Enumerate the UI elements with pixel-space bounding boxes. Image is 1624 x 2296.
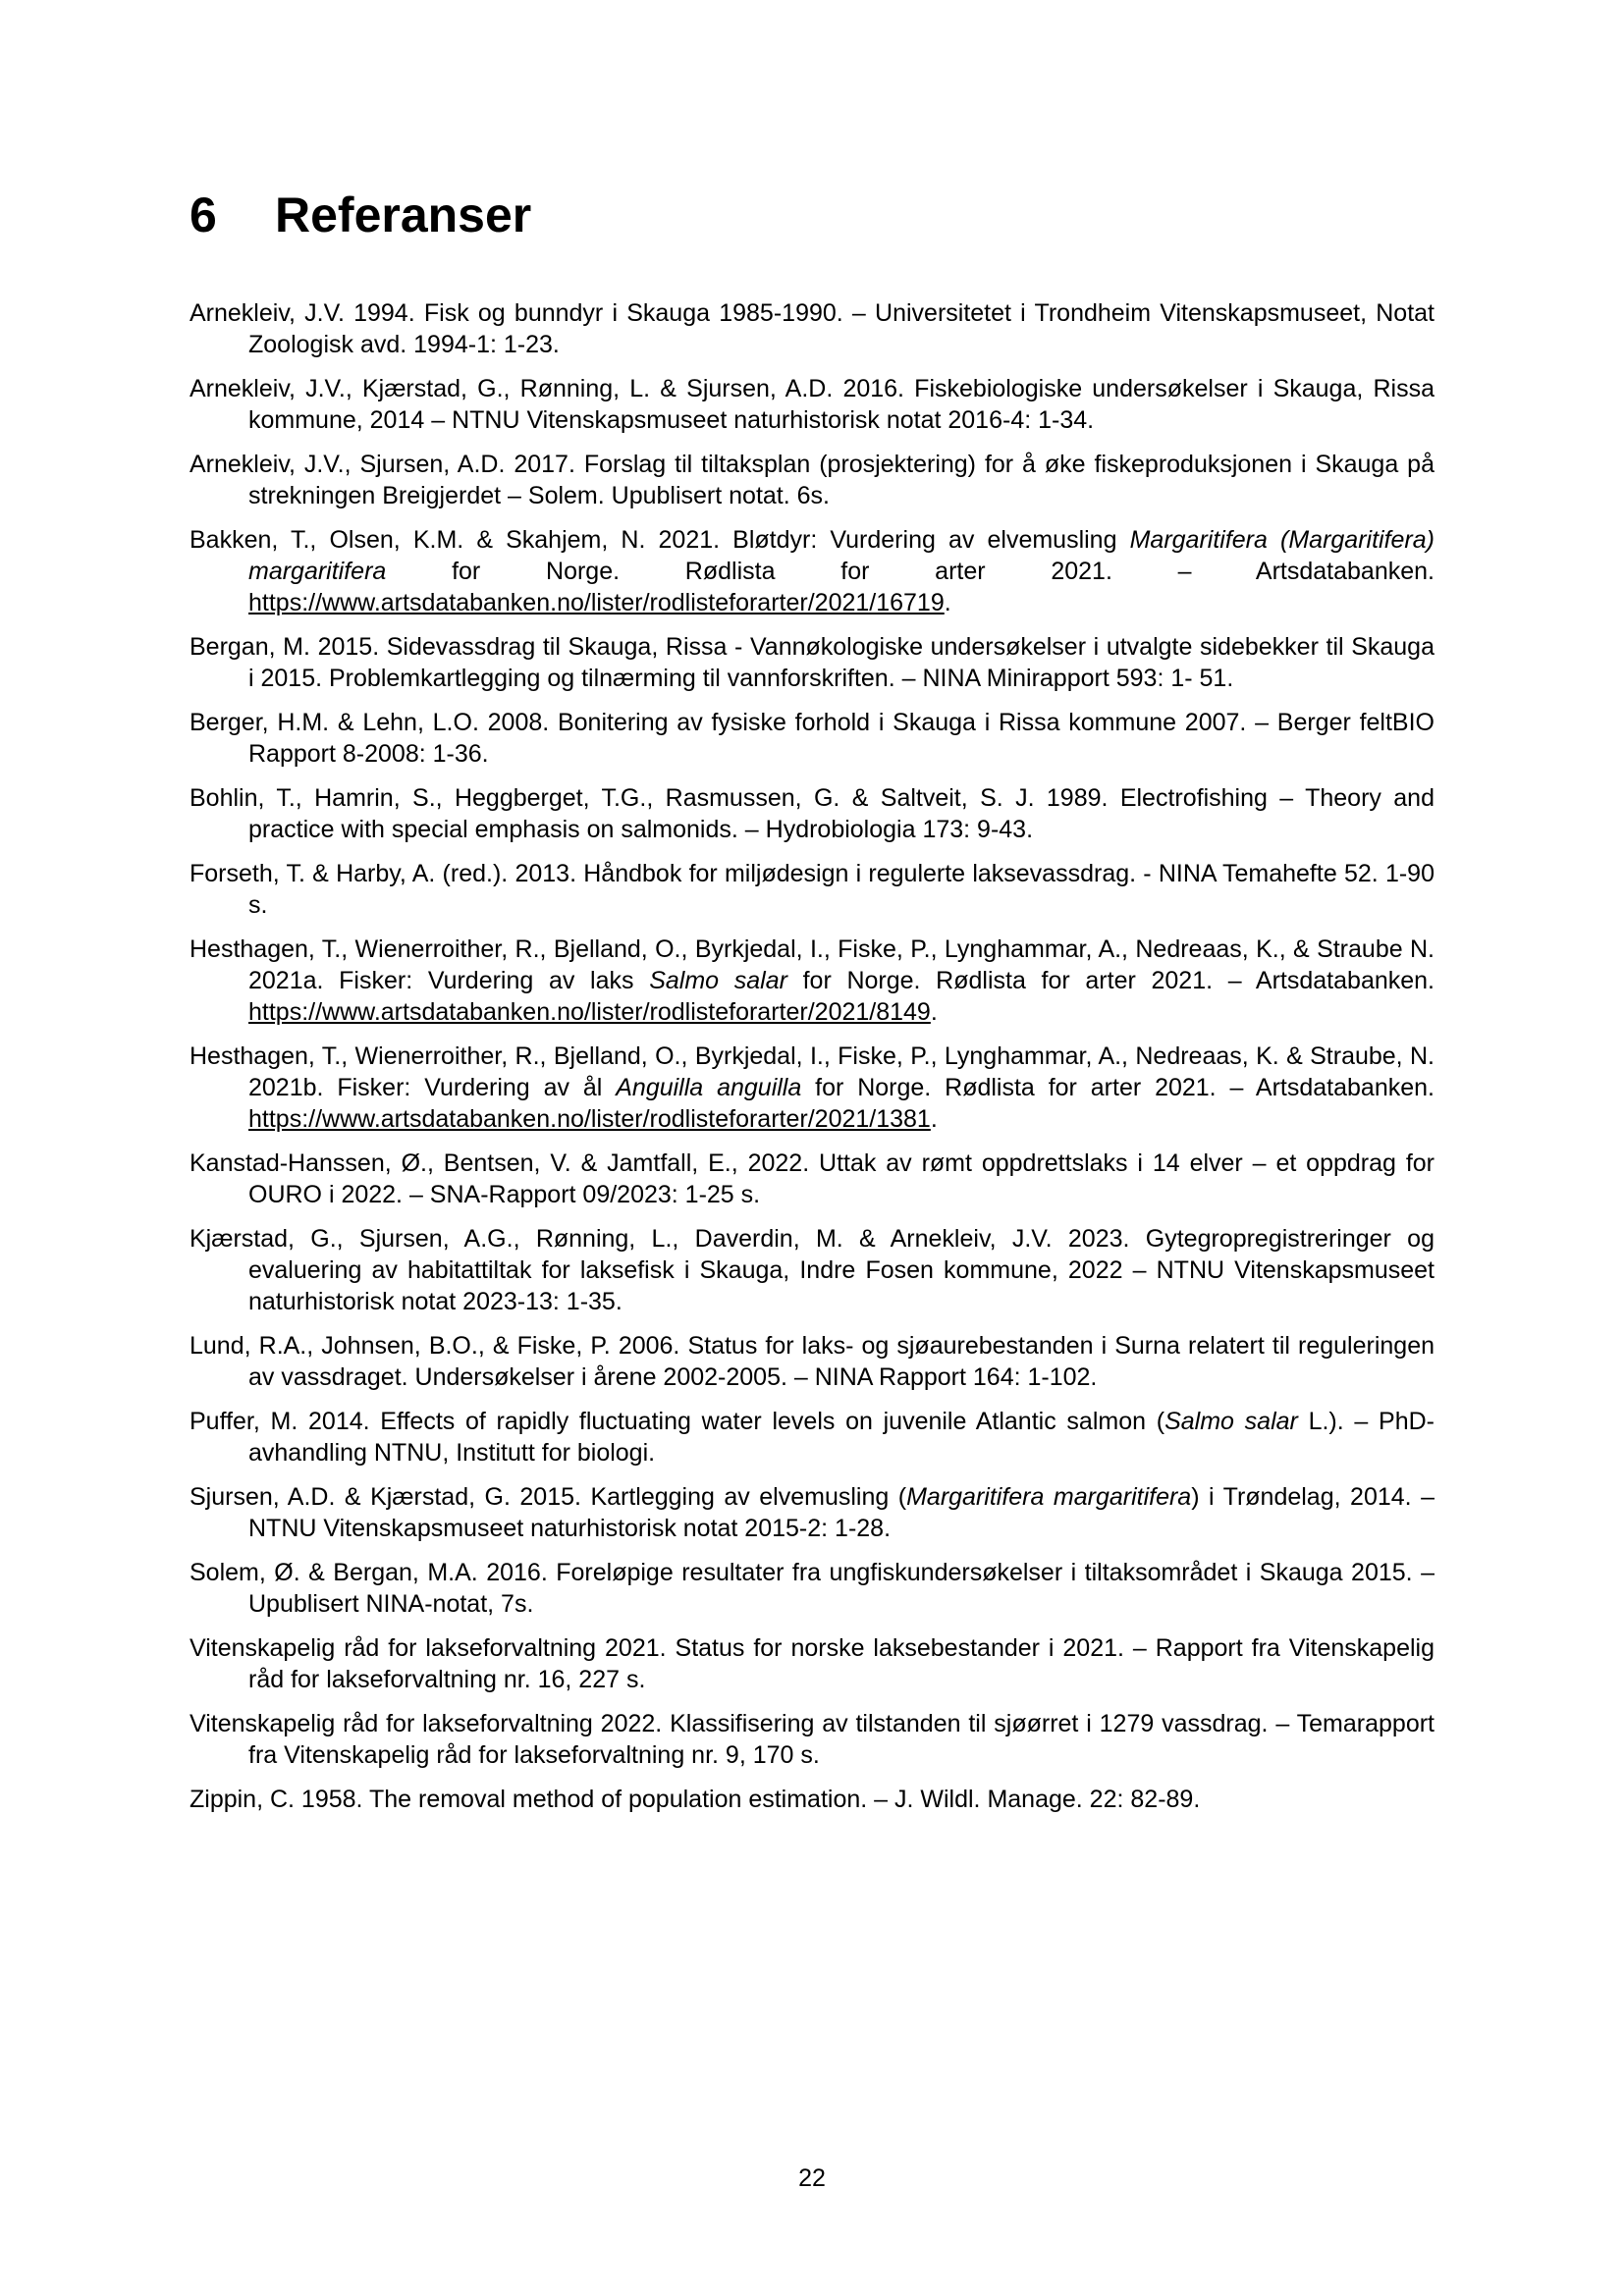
reference-text: for Norge. Rødlista for arter 2021. – Artsdatabanken.	[786, 967, 1435, 994]
reference-text: Berger, H.M. & Lehn, L.O. 2008. Bonitering av fysiske forhold i Skauga i Rissa kommune 2007. – Berger feltBIO Rapport 8-2008: 1-36.	[189, 709, 1435, 768]
reference-text: Vitenskapelig råd for lakseforvaltning 2021. Status for norske laksebestander i 2021. – Rapport fra Vitenskapelig råd for lakseforvaltning nr. 16, 227 s.	[189, 1634, 1435, 1693]
reference-text: Hesthagen, T., Wienerroither, R., Bjelland, O., Byrkjedal, I., Fiske, P., Lynghammar, A., Nedreaas, K. & Straube, N. 2021b. Fisker: Vurdering av ål	[189, 1042, 1435, 1101]
species-name-italic: Anguilla anguilla	[616, 1074, 802, 1101]
reference-entry	[189, 1784, 1435, 1815]
reference-entry	[189, 1708, 1435, 1771]
reference-text: Forseth, T. & Harby, A. (red.). 2013. Håndbok for miljødesign i regulerte laksevassdrag. - NINA Temahefte 52. 1-90 s.	[189, 860, 1435, 919]
reference-text: Vitenskapelig råd for lakseforvaltning 2022. Klassifisering av tilstanden til sjøørret i 1279 vassdrag. – Temarapport fra Vitenskapelig råd for lakseforvaltning nr. 9, 170 s.	[189, 1710, 1435, 1769]
references-list	[189, 297, 1435, 1815]
reference-text: Puffer, M. 2014. Effects of rapidly fluctuating water levels on juvenile Atlantic salmon (	[189, 1408, 1165, 1435]
species-name-italic: Salmo salar	[1164, 1408, 1298, 1435]
reference-entry	[189, 1148, 1435, 1210]
reference-entry	[189, 1632, 1435, 1695]
reference-url-link[interactable]: https://www.artsdatabanken.no/lister/rodlisteforarter/2021/1381	[248, 1105, 931, 1133]
reference-entry	[189, 373, 1435, 436]
page-content	[189, 189, 1435, 1828]
reference-entry	[189, 1223, 1435, 1317]
reference-entry	[189, 1557, 1435, 1620]
reference-text: Solem, Ø. & Bergan, M.A. 2016. Foreløpige resultater fra ungfiskundersøkelser i tiltaksområdet i Skauga 2015. – Upublisert NINA-notat, 7s.	[189, 1559, 1435, 1618]
reference-text: Bakken, T., Olsen, K.M. & Skahjem, N. 2021. Bløtdyr: Vurdering av elvemusling	[189, 526, 1130, 554]
species-name-italic: Margaritifera (Margaritifera) margaritifera	[248, 526, 1435, 585]
reference-entry	[189, 707, 1435, 770]
reference-text: Bohlin, T., Hamrin, S., Heggberget, T.G., Rasmussen, G. & Saltveit, S. J. 1989. Electrofishing – Theory and practice with special emphasis on salmonids. – Hydrobiologia 173: 9-43.	[189, 784, 1435, 843]
reference-text: ) i Trøndelag, 2014. – NTNU Vitenskapsmuseet naturhistorisk notat 2015-2: 1-28.	[248, 1483, 1435, 1542]
section-heading	[189, 189, 1435, 240]
reference-text: Arnekleiv, J.V., Sjursen, A.D. 2017. Forslag til tiltaksplan (prosjektering) for å øke fiskeproduksjonen i Skauga på strekningen Breigjerdet – Solem. Upublisert notat. 6s.	[189, 451, 1435, 509]
reference-text: Arnekleiv, J.V., Kjærstad, G., Rønning, L. & Sjursen, A.D. 2016. Fiskebiologiske undersøkelser i Skauga, Rissa kommune, 2014 – NTNU Vitenskapsmuseet naturhistorisk notat 2016-4: 1-34.	[189, 375, 1435, 434]
reference-entry	[189, 1041, 1435, 1135]
reference-entry	[189, 858, 1435, 921]
reference-entry	[189, 297, 1435, 360]
reference-text: .	[930, 1105, 938, 1133]
reference-entry	[189, 1406, 1435, 1468]
reference-text: Lund, R.A., Johnsen, B.O., & Fiske, P. 2006. Status for laks- og sjøaurebestanden i Surna relatert til reguleringen av vassdraget. Undersøkelser i årene 2002-2005. – NINA Rapport 164: 1-102.	[189, 1332, 1435, 1391]
reference-entry	[189, 934, 1435, 1028]
section-number: 6	[189, 187, 217, 242]
reference-text: Hesthagen, T., Wienerroither, R., Bjelland, O., Byrkjedal, I., Fiske, P., Lynghammar, A., Nedreaas, K., & Straube N. 2021a. Fisker: Vurdering av laks	[189, 935, 1435, 994]
reference-text: Sjursen, A.D. & Kjærstad, G. 2015. Kartlegging av elvemusling (	[189, 1483, 907, 1511]
reference-text: Bergan, M. 2015. Sidevassdrag til Skauga, Rissa - Vannøkologiske undersøkelser i utvalgte sidebekker til Skauga i 2015. Problemkartlegging og tilnærming til vannforskriften. – NINA Minirapport 593: 1- 51.	[189, 633, 1435, 692]
reference-entry	[189, 782, 1435, 845]
reference-text: for Norge. Rødlista for arter 2021. – Artsdatabanken.	[801, 1074, 1435, 1101]
reference-text: for Norge. Rødlista for arter 2021. – Artsdatabanken.	[386, 558, 1435, 585]
reference-text: Kjærstad, G., Sjursen, A.G., Rønning, L., Daverdin, M. & Arnekleiv, J.V. 2023. Gytegropregistreringer og evaluering av habitattiltak for laksefisk i Skauga, Indre Fosen kommune, 2022 – NTNU Vitenskapsmuseet naturhistorisk notat 2023-13: 1-35.	[189, 1225, 1435, 1315]
reference-entry	[189, 449, 1435, 511]
species-name-italic: Margaritifera margaritifera	[906, 1483, 1192, 1511]
reference-text: Kanstad-Hanssen, Ø., Bentsen, V. & Jamtfall, E., 2022. Uttak av rømt oppdrettslaks i 14 elver – et oppdrag for OURO i 2022. – SNA-Rapport 09/2023: 1-25 s.	[189, 1149, 1435, 1208]
reference-text: .	[944, 589, 951, 616]
reference-url-link[interactable]: https://www.artsdatabanken.no/lister/rodlisteforarter/2021/8149	[248, 998, 931, 1026]
reference-url-link[interactable]: https://www.artsdatabanken.no/lister/rodlisteforarter/2021/16719	[248, 589, 945, 616]
page-number: 22	[798, 2164, 826, 2192]
reference-text: L.). – PhD-avhandling NTNU, Institutt for biologi.	[248, 1408, 1435, 1467]
reference-entry	[189, 631, 1435, 694]
reference-entry	[189, 1481, 1435, 1544]
species-name-italic: Salmo salar	[649, 967, 787, 994]
reference-entry	[189, 524, 1435, 618]
reference-text: .	[930, 998, 938, 1026]
reference-text: Zippin, C. 1958. The removal method of population estimation. – J. Wildl. Manage. 22: 82-89.	[189, 1786, 1201, 1813]
reference-text: Arnekleiv, J.V. 1994. Fisk og bunndyr i Skauga 1985-1990. – Universitetet i Trondheim Vitenskapsmuseet, Notat Zoologisk avd. 1994-1: 1-23.	[189, 299, 1435, 358]
section-title: Referanser	[275, 187, 532, 242]
reference-entry	[189, 1330, 1435, 1393]
